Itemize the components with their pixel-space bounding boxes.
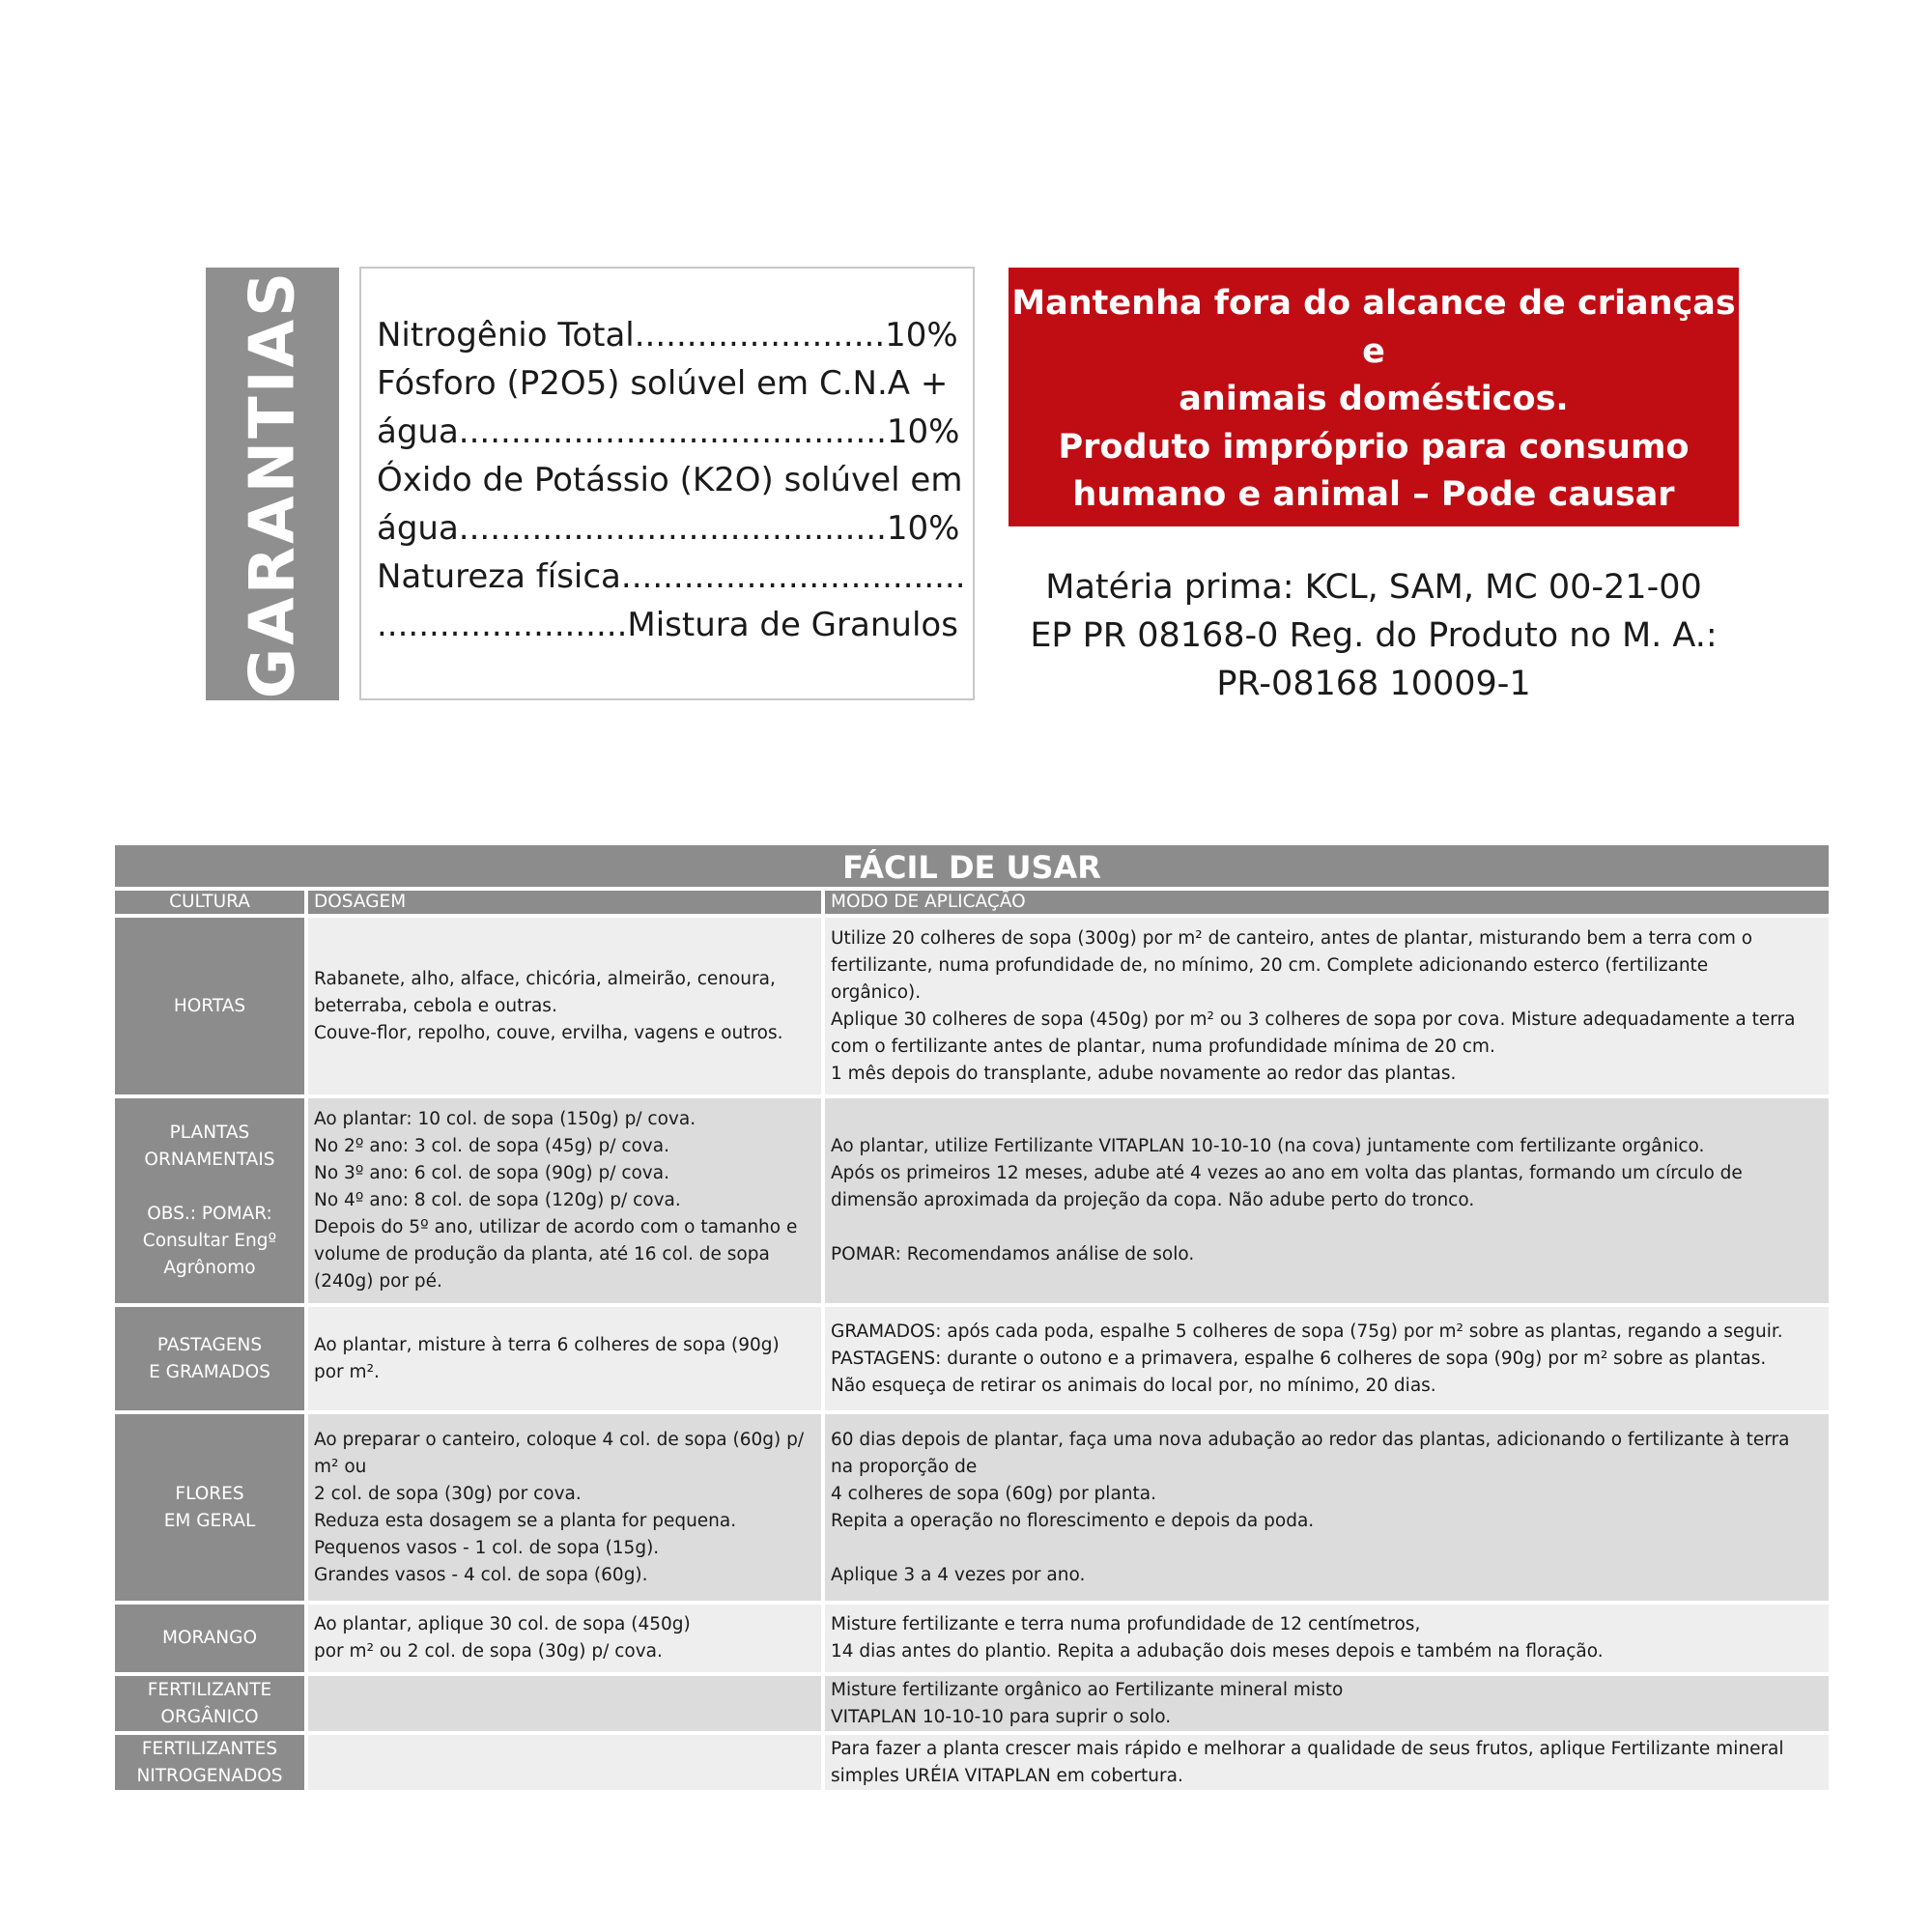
table-row (115, 918, 1829, 1094)
safety-warning-box (1009, 268, 1739, 562)
cultura-cell: FERTILIZANTES NITROGENADOS (115, 1735, 304, 1790)
modo-cell: GRAMADOS: após cada poda, espalhe 5 colheres de sopa (75g) por m² sobre as plantas, regando a seguir. PASTAGENS: durante o outono e a primavera, espalhe 6 colheres de sopa (90g) por m² sobre as plantas. Não esqueça de retirar os animais do local por, no mínimo, 20 dias. (825, 1307, 1829, 1410)
warning-line: Produto impróprio para consumo (1058, 427, 1690, 467)
usage-table (115, 845, 1829, 1794)
modo-cell: Utilize 20 colheres de sopa (300g) por m² de canteiro, antes de plantar, misturando bem a terra com o fertilizante, numa profundidade de, no mínimo, 20 cm. Complete adicionando esterco (fertilizante orgânico). Aplique 30 colheres de sopa (450g) por m² ou 3 colheres de sopa por cova. Misture adequadamente a terra com o fertilizante antes de plantar, numa profundidade mínima de 20 cm. 1 mês depois do transplante, adube novamente ao redor das plantas. (825, 918, 1829, 1094)
dosagem-cell: Ao plantar: 10 col. de sopa (150g) p/ cova. No 2º ano: 3 col. de sopa (45g) p/ cova. No 3º ano: 6 col. de sopa (90g) p/ cova. No 4º ano: 8 col. de sopa (120g) p/ cova. Depois do 5º ano, utilizar de acordo com o tamanho e volume de produção da planta, até 16 col. de sopa (240g) por pé. (308, 1098, 821, 1303)
table-row (115, 1098, 1829, 1303)
cultura-cell: PASTAGENS E GRAMADOS (115, 1307, 304, 1410)
table-row (115, 1605, 1829, 1672)
garantia-line: Fósforo (P2O5) solúvel em C.N.A + (377, 364, 949, 403)
materia-line: PR-08168 10009-1 (1216, 665, 1531, 703)
warning-line: intoxicação (1264, 523, 1483, 562)
table-row (115, 1676, 1829, 1731)
table-row (115, 1735, 1829, 1790)
cultura-cell: HORTAS (115, 918, 304, 1094)
cultura-cell: MORANGO (115, 1605, 304, 1672)
table-header-row (115, 891, 1829, 914)
header-cultura: CULTURA (115, 891, 304, 914)
modo-cell: Misture fertilizante orgânico ao Fertilizante mineral misto VITAPLAN 10-10-10 para suprir o solo. (825, 1676, 1829, 1731)
garantias-label: GARANTIAS (237, 269, 308, 699)
garantia-line: Óxido de Potássio (K2O) solúvel em (377, 461, 963, 499)
dosagem-cell (308, 1676, 821, 1731)
dosagem-cell: Rabanete, alho, alface, chicória, almeirão, cenoura, beterraba, cebola e outras. Couve-flor, repolho, couve, ervilha, vagens e outros. (308, 918, 821, 1094)
modo-cell: Misture fertilizante e terra numa profundidade de 12 centímetros, 14 dias antes do plantio. Repita a adubação dois meses depois e também na floração. (825, 1605, 1829, 1672)
warning-line: animais domésticos. (1179, 380, 1569, 418)
cultura-cell: FLORES EM GERAL (115, 1414, 304, 1601)
materia-line: Matéria prima: KCL, SAM, MC 00-21-00 (1045, 568, 1702, 607)
table-row (115, 1307, 1829, 1410)
garantia-line: Nitrogênio Total........................10% (377, 316, 958, 355)
modo-cell: Ao plantar, utilize Fertilizante VITAPLAN 10-10-10 (na cova) juntamente com fertilizante orgânico. Após os primeiros 12 meses, adube até 4 vezes ao ano em volta das plantas, formando um círculo de dimensão aproximada da projeção da copa. Não adube perto do tronco. POMAR: Recomendamos análise de solo. (825, 1098, 1829, 1303)
dosagem-cell: Ao plantar, misture à terra 6 colheres de sopa (90g) por m². (308, 1307, 821, 1410)
header-dosagem: DOSAGEM (308, 891, 821, 914)
cultura-cell: FERTILIZANTE ORGÂNICO (115, 1676, 304, 1731)
table-title: FÁCIL DE USAR (115, 845, 1829, 887)
header-modo: MODO DE APLICAÇÃO (825, 891, 1829, 914)
garantias-box (359, 267, 975, 700)
garantia-line: Natureza física................................. (377, 557, 966, 596)
warning-line: humano e animal – Pode causar (1072, 475, 1675, 514)
raw-material-info (1009, 563, 1739, 708)
garantia-line: ........................Mistura de Granulos (377, 606, 958, 644)
garantias-tab (206, 268, 339, 700)
modo-cell: Para fazer a planta crescer mais rápido e melhorar a qualidade de seus frutos, aplique Fertilizante mineral simples URÉIA VITAPLAN em cobertura. (825, 1735, 1829, 1790)
modo-cell: 60 dias depois de plantar, faça uma nova adubação ao redor das plantas, adicionando o fertilizante à terra na proporção de 4 colheres de sopa (60g) por planta. Repita a operação no florescimento e depois da poda. Aplique 3 a 4 vezes por ano. (825, 1414, 1829, 1601)
table-row (115, 1414, 1829, 1601)
cultura-cell: PLANTAS ORNAMENTAIS OBS.: POMAR: Consultar Engº Agrônomo (115, 1098, 304, 1303)
materia-line: EP PR 08168-0 Reg. do Produto no M. A.: (1030, 616, 1718, 655)
garantia-line: água.........................................10% (377, 509, 960, 548)
warning-line: Mantenha fora do alcance de crianças e (1011, 284, 1736, 371)
dosagem-cell (308, 1735, 821, 1790)
dosagem-cell: Ao plantar, aplique 30 col. de sopa (450g) por m² ou 2 col. de sopa (30g) p/ cova. (308, 1605, 821, 1672)
garantia-line: água.........................................10% (377, 412, 960, 451)
dosagem-cell: Ao preparar o canteiro, coloque 4 col. de sopa (60g) p/ m² ou 2 col. de sopa (30g) por cova. Reduza esta dosagem se a planta for pequena. Pequenos vasos - 1 col. de sopa (15g). Grandes vasos - 4 col. de sopa (60g). (308, 1414, 821, 1601)
